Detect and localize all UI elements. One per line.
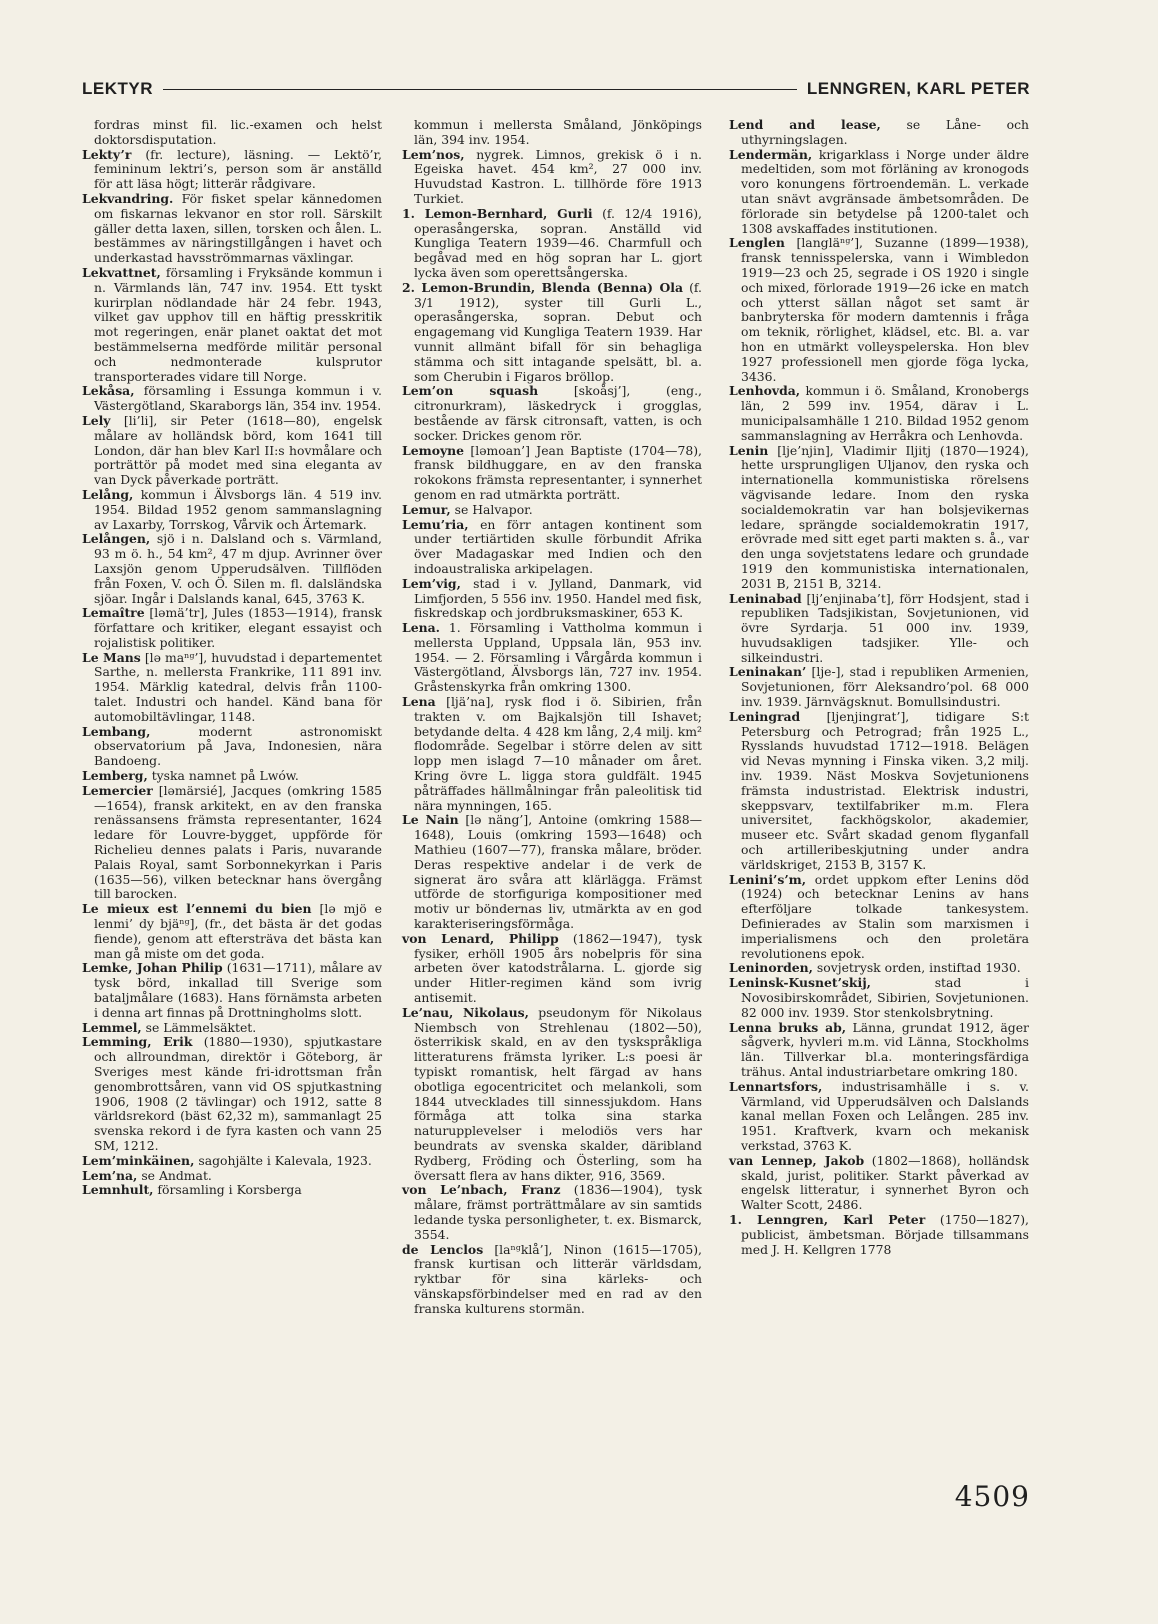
entry-headword: Leninsk-Kusnet’skij, bbox=[729, 975, 871, 991]
entry-text: tyska namnet på Lwów. bbox=[147, 768, 299, 784]
entry-text: (1631—1711), målare av tysk börd, inkallad till Sverige som bataljmålare (1683). Hans förnämsta arbeten i denna art finnas på Drottningholms slott. bbox=[94, 960, 382, 1020]
entry-headword: Lend and lease, bbox=[729, 117, 881, 132]
dictionary-entry bbox=[82, 1169, 382, 1184]
dictionary-entry bbox=[402, 118, 702, 148]
dictionary-entry bbox=[729, 873, 1029, 962]
entry-headword: Lely bbox=[82, 412, 111, 428]
dictionary-entry bbox=[402, 1243, 702, 1317]
dictionary-entry bbox=[729, 1021, 1029, 1080]
entry-headword: Lem’vig, bbox=[402, 575, 461, 591]
entry-headword: Lenini’s’m, bbox=[729, 871, 807, 887]
entry-text: [lje’njin], Vladimir Iljitj (1870—1924), hette ursprungligen Uljanov, den ryska och internationella kommunistiska rörelsens vägvisande ledare. Inom den ryska socialdemokratin var han bolsjevikernas ledare, sprängde socialdemokratin 1917, erövrade med sitt eget parti makten s. å., var den unga sovjetstatens ledare och grundade 1919 den kommunistiska internationalen, 2031 B, 2151 B, 3214. bbox=[741, 442, 1029, 591]
entry-text: [laⁿᵍklå’], Ninon (1615—1705), fransk kurtisan och litterär världsdam, ryktbar för sina kärleks- och vänskapsförbindelser med en rad av den franska kulturens stormän. bbox=[414, 1241, 702, 1316]
dictionary-entry bbox=[82, 1183, 382, 1198]
dictionary-entry bbox=[729, 1080, 1029, 1154]
entry-headword: Lem’on squash bbox=[402, 383, 539, 399]
entry-text: se Andmat. bbox=[137, 1167, 212, 1183]
dictionary-entry bbox=[82, 488, 382, 532]
entry-text: krigarklass i Norge under äldre medeltiden, som mot förläning av kronogods voro konungens förtroendemän. L. verkade utan snävt avgränsade ämbetsområden. De förlorade sin betydelse på 1200-talet och 1308 avskaffades institutionen. bbox=[741, 146, 1029, 236]
entry-text: (1802—1868), holländsk skald, jurist, politiker. Starkt påverkad av engelsk litteratur, i synnerhet Byron och Walter Scott, 2486. bbox=[741, 1152, 1029, 1213]
entry-headword: Lemberg, bbox=[82, 768, 148, 784]
entry-headword: Lekåsa, bbox=[82, 383, 135, 399]
dictionary-entry bbox=[402, 384, 702, 443]
entry-text: [ljenjingrat’], tidigare S:t Petersburg och Petrograd; från 1925 L., Rysslands huvudstad 1712—1918. Belägen vid Nevas mynning i Finska viken. 3,2 milj. inv. 1939. Näst Moskva Sovjetunionens främsta industristad. Elektrisk industri, skeppsvarv, textilfabriker m.m. Flera universitet, fackhögskolor, akademier, museer etc. Svårt skadad genom flyganfall och artilleribeskjutning under andra världskriget, 2153 B, 3157 K. bbox=[741, 708, 1029, 872]
dictionary-entry bbox=[402, 1006, 702, 1184]
dictionary-entry bbox=[82, 725, 382, 769]
entry-text: stad i v. Jylland, Danmark, vid Limfjorden, 5 556 inv. 1950. Handel med fisk, fiskredskap och jordbruksmaskiner, 653 K. bbox=[414, 575, 702, 621]
dictionary-entry bbox=[82, 118, 382, 148]
dictionary-entry bbox=[82, 148, 382, 192]
running-header bbox=[82, 76, 1030, 102]
entry-text: 1. Församling i Vattholma kommun i mellersta Uppland, Uppsala län, 953 inv. 1954. — 2. Församling i Vårgårda kommun i Västergötland, Älvsborgs län, 727 inv. 1954. Gråstenskyrka från omkring 1300. bbox=[414, 620, 702, 695]
column-2 bbox=[402, 118, 702, 1317]
entry-text: pseudonym för Nikolaus Niembsch von Strehlenau (1802—50), österrikisk skald, en av den tyskspråkliga litteraturens främsta lyriker. L:s poesi är typiskt romantisk, helt färgad av hans obotliga egocentricitet och melankoli, som 1844 utvecklades till sinnessjukdom. Hans förmåga att tolka sina starka naturupplevelser i melodiös vers har beundrats av svenska skalder, däribland Rydberg, Fröding och Österling, som ha översatt flera av hans dikter, 916, 3569. bbox=[414, 1004, 702, 1183]
entry-headword: Le Mans bbox=[82, 649, 141, 665]
entry-text: (1862—1947), tysk fysiker, erhöll 1905 års nobelpris för sina arbeten över katodstrålarna. L. gjorde sig under Hitler-regimen känd som ivrig antisemit. bbox=[414, 930, 702, 1006]
dictionary-entry bbox=[729, 1213, 1029, 1257]
dictionary-entry bbox=[402, 503, 702, 518]
dictionary-entry bbox=[402, 695, 702, 813]
dictionary-entry bbox=[82, 784, 382, 902]
entry-text: (f. 3/1 1912), syster till Gurli L., operasångerska, sopran. Debut och engagemang vid Kungliga Teatern 1939. Har vunnit allmänt bifall för sin behagliga stämma och sitt intagande spelsätt, bl. a. som Cherubin i Figaros bröllop. bbox=[414, 279, 702, 384]
entry-text: [ləmoan’] Jean Baptiste (1704—78), fransk bildhuggare, en av den franska rokokons främsta representanter, i synnerhet genom en rad utmärkta porträtt. bbox=[414, 442, 702, 502]
dictionary-entry bbox=[729, 1154, 1029, 1213]
entry-text: (1750—1827), publicist, ämbetsman. Började tillsammans med J. H. Kellgren 1778 bbox=[741, 1211, 1029, 1257]
entry-text: (1880—1930), spjutkastare och allroundman, direktör i Göteborg, är Sveriges mest kände fri-idrottsman från genombrottsåren, vann vid OS spjutkastning 1906, 1908 (2 tävlingar) och 1912, satte 8 världsrekord (bäst 62,32 m), sammanlagt 25 svenska rekord i de fyra kasten och vann 25 SM, 1212. bbox=[94, 1034, 382, 1153]
entry-headword: Leninakan’ bbox=[729, 664, 807, 680]
dictionary-entry bbox=[82, 414, 382, 488]
entry-text: [lə maⁿᵍ’], huvudstad i departementet Sarthe, n. mellersta Frankrike, 111 891 inv. 1954. Märklig katedral, delvis från 1100-talet. Industri och handel. Känd bana för automobiltävlingar, 1148. bbox=[94, 649, 383, 724]
entry-text: [ləmä’tr], Jules (1853—1914), fransk författare och kritiker, elegant essayist och rojalistisk politiker. bbox=[94, 605, 382, 650]
entry-text: fordras minst fil. lic.-examen och helst doktorsdisputation. bbox=[94, 117, 382, 147]
dictionary-entry bbox=[82, 384, 382, 414]
dictionary-entry bbox=[82, 1021, 382, 1036]
entry-text: (1836—1904), tysk målare, främst porträttmålare av sin samtids ledande tyska personligheter, t. ex. Bismarck, 3554. bbox=[414, 1182, 702, 1242]
entry-headword: Lenhovda, bbox=[729, 383, 801, 399]
entry-headword: Lena. bbox=[402, 620, 440, 636]
entry-text: sagohjälte i Kalevala, 1923. bbox=[194, 1152, 372, 1168]
dictionary-entry bbox=[729, 384, 1029, 443]
entry-headword: van Lennep, Jakob bbox=[729, 1152, 865, 1168]
entry-headword: von Lenard, Philipp bbox=[402, 930, 559, 946]
entry-headword: Lennartsfors, bbox=[729, 1078, 823, 1094]
entry-text: [skoåsj’], (eng., citronurkram), läskedryck i grogglas, bestående av färsk citronsaft, vatten, is och socker. Drickes genom rör. bbox=[414, 383, 702, 443]
entry-text: sjö i n. Dalsland och s. Värmland, 93 m ö. h., 54 km², 47 m djup. Avrinner över Laxsjön genom Upperudsälven. Tillflöden från Foxen, V. och Ö. Silen m. fl. dalsländska sjöar. Ingår i Dalslands kanal, 645, 3763 K. bbox=[94, 531, 382, 606]
entry-text: För fisket spelar kännedomen om fiskarnas lekvanor en stor roll. Särskilt gäller detta laxen, sillen, torsken och ålen. L. bestämmes av näringstillgången i havet och underkastad havsströmmarnas växlingar. bbox=[94, 190, 382, 266]
dictionary-entry bbox=[402, 1183, 702, 1242]
entry-headword: Leningrad bbox=[729, 708, 801, 724]
entry-text: församling i Essunga kommun i v. Västergötland, Skaraborgs län, 354 inv. 1954. bbox=[94, 383, 382, 414]
dictionary-entry bbox=[729, 710, 1029, 873]
entry-text: (fr. lecture), läsning. — Lektö’r, femininum lektri’s, person som är anställd för att läsa högt; litterär rådgivare. bbox=[94, 146, 382, 192]
entry-text: kommun i mellersta Småland, Jönköpings län, 394 inv. 1954. bbox=[414, 117, 702, 147]
dictionary-entry bbox=[82, 961, 382, 1020]
entry-headword: Lekvandring. bbox=[82, 190, 174, 206]
entry-headword: Lendermän, bbox=[729, 146, 813, 162]
entry-headword: Lekvattnet, bbox=[82, 264, 161, 280]
entry-text: nygrek. Limnos, grekisk ö i n. Egeiska havet. 454 km², 27 000 inv. Huvudstad Kastron. L. tillhörde före 1913 Turkiet. bbox=[414, 146, 702, 206]
entry-headword: Lelången, bbox=[82, 531, 151, 547]
dictionary-entry bbox=[729, 976, 1029, 1020]
entry-headword: Lemke, Johan Philip bbox=[82, 960, 223, 976]
dictionary-entry bbox=[729, 444, 1029, 592]
dictionary-entry bbox=[82, 769, 382, 784]
entry-text: församling i Fryksände kommun i n. Värmlands län, 747 inv. 1954. Ett tyskt kurirplan nödlandade här 24 febr. 1943, vilket gav upphov till en häftig presskritik mot regeringen, enär planet oaktat det mot bestämmelserna medförde militär personal och nedmonterade kulsprutor transporterades vidare till Norge. bbox=[94, 264, 382, 384]
entry-text: [ljä’na], rysk flod i ö. Sibirien, från trakten v. om Bajkalsjön till Ishavet; betydande delta. 4 428 km lång, 2,4 milj. km² flodområde. Segelbar i större delen av sitt lopp men islagd 7—10 månader om året. Kring övre L. ligga stora guldfält. 1945 påträffades hällmålningar från paleolitisk tid nära mynningen, 165. bbox=[414, 694, 702, 813]
entry-headword: Le mieux est l’ennemi du bien bbox=[82, 901, 312, 917]
entry-headword: Lemu’ria, bbox=[402, 516, 469, 532]
header-rule bbox=[163, 89, 797, 90]
dictionary-entry bbox=[82, 266, 382, 384]
dictionary-entry bbox=[402, 813, 702, 931]
entry-text: se Låne- och uthyrningslagen. bbox=[741, 117, 1029, 147]
header-left-keyword: LEKTYR bbox=[82, 79, 153, 98]
entry-headword: Lemming, Erik bbox=[82, 1034, 193, 1050]
entry-text: [lje-], stad i republiken Armenien, Sovjetunionen, förr Aleksandro’pol. 68 000 inv. 1939. Järnvägsknut. Bomullsindustri. bbox=[741, 664, 1029, 710]
entry-headword: 1. Lenngren, Karl Peter bbox=[729, 1211, 926, 1227]
dictionary-entry bbox=[82, 1154, 382, 1169]
entry-headword: Leninabad bbox=[729, 590, 802, 606]
entry-text: kommun i Älvsborgs län. 4 519 inv. 1954. Bildad 1952 genom sammanslagning av Laxarby, Torrskog, Vårvik och Ärtemark. bbox=[94, 486, 382, 532]
entry-text: [lj’enjinaba’t], förr Hodsjent, stad i republiken Tadsjikistan, Sovjetunionen, vid övre Syrdarja. 51 000 inv. 1939, huvudsakligen tadsjiker. Ylle- och silkeindustri. bbox=[741, 590, 1029, 665]
entry-text: en förr antagen kontinent som under tertiärtiden skulle förbundit Afrika över Madagaskar med Indien och den indoaustraliska arkipelagen. bbox=[414, 516, 702, 576]
entry-headword: von Le’nbach, Franz bbox=[402, 1182, 561, 1198]
dictionary-entry bbox=[82, 1035, 382, 1153]
entry-headword: 2. Lemon-Brundin, Blenda (Benna) Ola bbox=[402, 279, 683, 295]
entry-text: [langläⁿᵍ’], Suzanne (1899—1938), fransk tennisspelerska, vann i Wimbledon 1919—23 och 25, segrade i OS 1920 i single och mixed, förlorade 1919—26 icke en match och ytterst sällan något set samt är banbryterska för modern damtennis i fråga om teknik, rörlighet, klädsel, etc. Bl. a. var hon en utmärkt volleyspelerska. Hon blev 1927 professionell men gjorde föga lycka, 3436. bbox=[741, 235, 1029, 384]
dictionary-entry bbox=[402, 207, 702, 281]
entry-headword: Le Nain bbox=[402, 812, 459, 828]
entry-text: sovjetrysk orden, instiftad 1930. bbox=[812, 960, 1021, 976]
entry-headword: Lemaître bbox=[82, 605, 145, 621]
entry-headword: Lelång, bbox=[82, 486, 134, 502]
entry-text: [lə näng’], Antoine (omkring 1588—1648), Louis (omkring 1593—1648) och Mathieu (1607—77), franska målare, bröder. Deras respektive andelar i de verk de signerat äro svåra att klärlägga. Främst utförde de storfiguriga kompositioner med motiv ur böndernas liv, utmärkta av en god karakteriseringsförmåga. bbox=[414, 812, 702, 932]
dictionary-entry bbox=[82, 651, 382, 725]
entry-headword: Lemnhult, bbox=[82, 1182, 154, 1198]
dictionary-entry bbox=[402, 518, 702, 577]
entry-headword: Lenna bruks ab, bbox=[729, 1019, 847, 1035]
entry-text: kommun i ö. Småland, Kronobergs län, 2 599 inv. 1954, därav i L. municipalsamhälle 1 210. Bildad 1952 genom sammanslagning av Herråkra och Lenhovda. bbox=[741, 383, 1029, 443]
dictionary-entry bbox=[402, 444, 702, 503]
entry-headword: Lem’na, bbox=[82, 1167, 138, 1183]
dictionary-entry bbox=[82, 902, 382, 961]
entry-text: [li’li], sir Peter (1618—80), engelsk målare av holländsk börd, kom 1641 till London, där han blev Karl II:s hovmålare och porträttör på modet med sina eleganta av van Dyck påverkade porträtt. bbox=[94, 412, 382, 488]
entry-text: Länna, grundat 1912, äger sågverk, hyvleri m.m. vid Länna, Stockholms län. Tillverkar bl.a. monteringsfärdiga trähus. Antal industriarbetare omkring 180. bbox=[741, 1019, 1029, 1079]
entry-headword: Lenin bbox=[729, 442, 769, 458]
dictionary-entry bbox=[82, 192, 382, 266]
dictionary-entry bbox=[402, 148, 702, 207]
entry-headword: Lem’minkäinen, bbox=[82, 1152, 195, 1168]
dictionary-entry bbox=[729, 148, 1029, 237]
entry-text: industrisamhälle i s. v. Värmland, vid Upperudsälven och Dalslands kanal mellan Foxen och Lelången. 285 inv. 1951. Kraftverk, kvarn och mekanisk verkstad, 3763 K. bbox=[741, 1078, 1029, 1153]
entry-text: se Lämmelsäktet. bbox=[141, 1019, 257, 1035]
page-number: 4509 bbox=[954, 1480, 1030, 1513]
entry-text: församling i Korsberga bbox=[153, 1182, 302, 1198]
dictionary-entry bbox=[402, 577, 702, 621]
entry-text: stad i Novosibirskområdet, Sibirien, Sovjetunionen. 82 000 inv. 1939. Stor stenkolsbrytning. bbox=[741, 975, 1029, 1020]
entry-text: ordet uppkom efter Lenins död (1924) och betecknar Lenins av hans efterföljare tolkade tankesystem. Definierades av Stalin som marxismen i imperialismens och den proletära revolutionens epok. bbox=[741, 871, 1029, 961]
entry-headword: 1. Lemon-Bernhard, Gurli bbox=[402, 205, 593, 221]
column-3 bbox=[729, 118, 1029, 1257]
entry-headword: Le’nau, Nikolaus, bbox=[402, 1004, 529, 1020]
entry-headword: Leninorden, bbox=[729, 960, 813, 976]
entry-headword: Lem’nos, bbox=[402, 146, 465, 162]
entry-headword: de Lenclos bbox=[402, 1241, 484, 1257]
entry-headword: Lena bbox=[402, 694, 436, 710]
entry-headword: Lemercier bbox=[82, 782, 153, 798]
dictionary-entry bbox=[82, 532, 382, 606]
entry-headword: Lemmel, bbox=[82, 1019, 142, 1035]
entry-headword: Lemur, bbox=[402, 501, 451, 517]
dictionary-entry bbox=[729, 236, 1029, 384]
entry-text: (f. 12/4 1916), operasångerska, sopran. Anställd vid Kungliga Teatern 1939—46. Charmfull och begåvad med en hög sopran har L. gjort lycka även som operettsångerska. bbox=[414, 205, 702, 280]
dictionary-entry bbox=[729, 592, 1029, 666]
entry-text: se Halvapor. bbox=[450, 501, 533, 517]
dictionary-entry bbox=[729, 961, 1029, 976]
entry-headword: Lemoyne bbox=[402, 442, 465, 458]
entry-headword: Lembang, bbox=[82, 723, 151, 739]
dictionary-entry bbox=[402, 932, 702, 1006]
header-right-keyword: LENNGREN, KARL PETER bbox=[806, 79, 1030, 98]
entry-text: modernt astronomiskt observatorium på Java, Indonesien, nära Bandoeng. bbox=[94, 723, 382, 769]
dictionary-entry bbox=[402, 281, 702, 385]
dictionary-entry bbox=[729, 665, 1029, 709]
entry-headword: Lenglen bbox=[729, 235, 785, 251]
dictionary-entry bbox=[402, 621, 702, 695]
column-1 bbox=[82, 118, 382, 1198]
entry-text: [ləmärsié], Jacques (omkring 1585—1654), fransk arkitekt, en av den franska renässansens främsta representanter, 1624 ledare för Louvre-bygget, uppförde för Richelieu dennes palats i Paris, nuvarande Palais Royal, samt Sorbonnekyrkan i Paris (1635—56), vilken betecknar hans övergång till barocken. bbox=[94, 782, 382, 902]
entry-headword: Lekty’r bbox=[82, 146, 132, 162]
dictionary-entry bbox=[82, 606, 382, 650]
entry-text: [lə mjö e lenmi’ dy bjäⁿᵍ], (fr., det bästa är det godas fiende), genom att eftersträva det bästa kan man gå miste om det goda. bbox=[94, 901, 382, 961]
dictionary-entry bbox=[729, 118, 1029, 148]
